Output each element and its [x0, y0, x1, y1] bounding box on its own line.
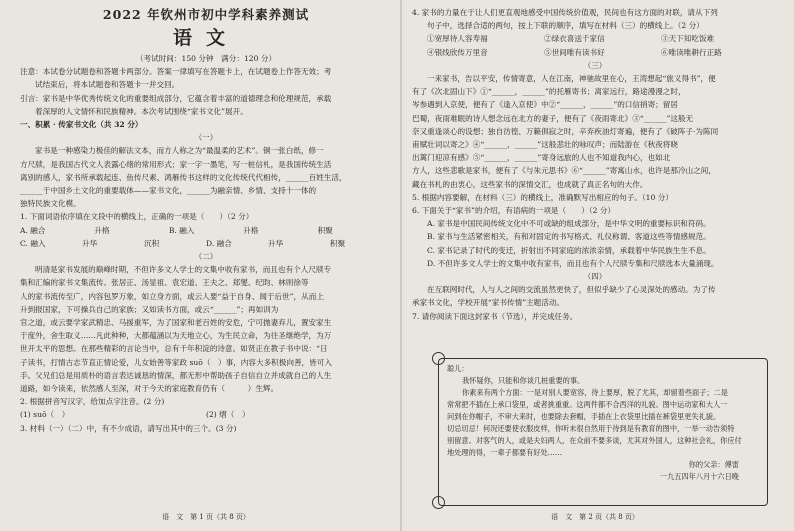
question-2: 2. 根据拼音写汉字，给加点字注音。(2 分) — [20, 397, 165, 407]
passage-line: ______于中国乡土文化的重要载体——家书文化，______为融亲情、乡情、支持十一体的 — [20, 186, 317, 196]
option: ②绿衣喜送千家信 — [544, 34, 605, 44]
question-5: 5. 根据内容要解，在材料（三）的横线上，准确默写出相应的句子。（10 分） — [412, 192, 673, 202]
option: ⑤世间唯有读书好 — [544, 47, 605, 57]
option: ③天下知吃饭难 — [661, 34, 715, 44]
option: 升格 — [94, 225, 110, 235]
option: D. 融合 — [206, 238, 232, 248]
passage-line: 集和汇编的家书文集流传。张居正、汤显祖、袁宏道、王夫之、郑燮、纪昀、林则徐等 — [20, 278, 309, 288]
option: D. 不但许多文人学士的文集中收有家书，而且也有个人尺牍专集和尺牍选本大量涌现。 — [427, 258, 719, 268]
letter-date: 一九五四年八月十六日晚 — [659, 472, 739, 481]
passage-line: 明清是家书发展的巅峰时期，不但许多文人学士的文集中收有家书，而且也有个人尺牍专 — [35, 265, 332, 275]
letter-line: 地处理的得，一辈子都要有好处…… — [447, 448, 563, 457]
passage-line: 道路，如今读来，依然感人至深，对于今天的家庭教育仍有（ ）生辉。 — [20, 384, 279, 394]
option: C. 家书记录了时代的变迁，折射出不同家庭的浓浓亲情，承载着中华民族生生不息。 — [427, 245, 711, 255]
page-footer: 语 文 第 2 页（共 8 页） — [551, 513, 639, 521]
notice-line: 试结束后，将本试题卷和答题卡一并交回。 — [35, 80, 180, 90]
passage-line: 奈又重逢谈心的设想；独自彷徨、万籁俱寂之时，辛弃疾油灯寄遍，便有了《破阵子·为陈同 — [412, 126, 719, 136]
passage-line: 离别的感人，家书所承载起连、鱼传尺素、鸿雁传书这样的文化传统代代相传，______百姓生活， — [20, 172, 347, 182]
passage-line: 藏在书札的由衷心，这些家书的深情交汇，也成就了真正名句的大作。 — [412, 179, 648, 189]
question-6: 6. 下面关于“家书”的介绍，有语病的一项是（ ）（2 分） — [412, 206, 616, 216]
option: 沉积 — [144, 238, 160, 248]
letter-line: 常常把不插在上承口袋里，或者挑重重。这两件都不合西洋的礼貌。图中运动家和大人一 — [447, 400, 728, 409]
notice-line: 注意：本试卷分试题卷和答题卡两部分。答案一律填写在答题卡上，在试题卷上作答无效；考 — [20, 67, 332, 77]
option: 升格 — [243, 225, 259, 235]
letter-line: 问到在你帽子，不审大来时，也要除去套帽，手插在上衣袋里比插在裤袋里更失礼貌。 — [447, 412, 721, 421]
question-4-options — [412, 46, 778, 59]
option: 积聚 — [330, 238, 346, 248]
option: ⑥唯读唯耕行正路 — [661, 47, 722, 57]
page-footer: 语 文 第 1 页（共 8 页） — [162, 513, 250, 521]
question-4: 4. 家书的力量在于让人们更直观地感受中国传统价值观，民间也有这方面的对联，请从下列 — [412, 8, 718, 17]
option: ①宽厚待人容寿福 — [427, 34, 488, 44]
passage-line: 巴蜀，夜雨难眠的诗人想念远在北方的妻子，便有了《夜雨寄北》③“______”这般无 — [412, 113, 694, 123]
option: 升华 — [268, 238, 284, 248]
option: 升华 — [82, 238, 98, 248]
passage-line: 方尺牍，是我国古代文人表露心绪的常用形式；家一字一墨笔，写一桩信札，是我国传统生活 — [20, 159, 332, 169]
passage-line: 独特民族文化模。 — [20, 199, 81, 209]
option: ④银线欣传万里音 — [427, 47, 488, 57]
question-7: 7. 请你阅读下面这封家书（节选），并完成任务。 — [412, 311, 578, 321]
option: A. 家书是中国民间传统文化中不可或缺的组成部分，是中华文明的重要标识和符码。 — [427, 219, 711, 229]
subject-title: 语文 — [172, 27, 239, 49]
passage-line: 世开太平的思想。在那些精彩的言论当中，总有千年积淀的诗意。如贤正在教子书中说：“日 — [20, 344, 328, 354]
question-4: 句子中，选择合适的两句，按上下联的顺序，填写在材料（三）的横线上。（2 分） — [427, 21, 704, 31]
option: C. 融入 — [20, 238, 46, 248]
part-heading: （二） — [194, 252, 218, 262]
passage-line: 承家书文化，学校开展“家书传情”主题活动。 — [412, 298, 565, 308]
part-heading: （四） — [583, 272, 607, 282]
intro-line: 着深厚的人文情怀和民族精神。本次考试围绕“家书文化”展开。 — [35, 106, 248, 116]
option: A. 融合 — [20, 225, 46, 235]
part-heading: （一） — [194, 133, 218, 143]
exam-info: （考试时间：150 分钟 满分：120 分） — [135, 54, 277, 63]
passage-line: 升到报国家，下可操兵自己的家族；又如读书方面，或云“______”；再如训为 — [20, 304, 279, 314]
question-1-options — [20, 237, 392, 250]
page-1 — [20, 6, 392, 524]
intro-line: 引言：家书是中华优秀传统文化的重要组成部分，它蕴含着丰富的道德理念和伦理规范，承载 — [20, 93, 332, 103]
question-1: 1. 下面词语依序填在文段中的横线上，正确的一项是（ ）（2 分） — [20, 212, 254, 222]
option: B. 家书与生活紧密相关，有和对固定的书写格式、礼仪称谓、客道这些等情感规范。 — [427, 232, 711, 242]
question-1-options — [20, 224, 392, 237]
passage-line: 甫赋壮词以寄之》④“______，______”这般悲壮的咏叹声；而陆游在《秋夜将晓 — [412, 140, 678, 150]
passage-line: 人的家书流传至广，内容包罗万象，如立身方面，或云人要“益于自身、闻于后世”，从而上 — [20, 291, 324, 301]
question-2-items — [20, 408, 392, 421]
sub-item: (1) suō（ ） — [20, 410, 70, 420]
letter-line: 你素来有两个方面：一是对别人要宽容，待上要厚，脱了尤其，却留着些面子；二是 — [462, 388, 728, 397]
option: B. 融入 — [168, 225, 195, 235]
letter-line: 我怀疑你，只能和你谈几桩重要的事。 — [462, 376, 585, 385]
question-4-options — [412, 32, 778, 45]
exam-title: 2022 年钦州市初中学科素养测试 — [102, 7, 310, 22]
letter-line: 切忌切忌！何况还要使衣服皮样，你听未很自然用于待到是有教育的图中，一举一动告须特 — [447, 424, 735, 433]
scroll-curl-icon — [432, 496, 445, 509]
passage-line: 方人，这些悲歌是家书，便有了《与朱元思书》⑥“______”寄寓山水，也许是那冷山之间， — [412, 166, 716, 176]
passage-line: 家书是一种感染力极佳的解法文本，而方人称之为“最温柔的艺术”。铜一张白纸，修一 — [35, 146, 324, 156]
passage-line: 在互联网时代，人与人之间的交流虽然更快了，但似乎缺少了心灵深处的感动。为了传 — [427, 285, 716, 295]
passage-line: 子读书，打情古志节直正情论爱，儿女始善等家政 suō（ ）事，内容大多积极向善，皆可入 — [20, 357, 332, 367]
part-heading: （三） — [583, 60, 607, 70]
page-seam — [400, 0, 402, 531]
scroll-curl-icon — [432, 352, 445, 365]
letter-scroll — [438, 358, 768, 506]
passage-line: 于度外，舍生取义……凡此种种，大都蕴涵以为天地立心，为生民立命，为往圣继绝学，为万 — [20, 331, 332, 341]
letter-signature: 你的父亲：傅雷 — [688, 460, 739, 469]
section-heading: 一、积累 · 传家书文化（共 32 分） — [20, 120, 143, 130]
passage-line: 官之道，或云要学家武精忠、马援重军，为了国家和老百姓的安危，宁可抛妻弃儿，置安家生 — [20, 318, 332, 328]
question-3: 3. 材料（一）（二）中，有不少成语，请写出其中的三个。(3 分) — [20, 423, 237, 433]
passage-line: 手。父兄们总是用质朴的语言表达诚恳的情深，都无形中帮助孩子自信自立并成就自己的人生 — [20, 370, 332, 380]
passage-line: 一来家书，告以平安，传情寄意，人在江南，神驰故里在心，王湾想起“旅义得书”，便 — [427, 74, 716, 84]
passage-line: 有了《次北固山下》①“______，______”的托雁寄书；离家远行，路途漫漫之时， — [412, 87, 686, 97]
passage-line: 出篱门迎凉有感》⑤“______，______”寄身远旅的人也不知道我内心，也如北 — [412, 153, 671, 163]
letter-line: 别留意。对客气的人，或是夫妇两人，在众前不要多谈，尤其对外国人，这种社会礼，你应付 — [447, 436, 742, 445]
passage-line: 岑参遇到入京使，便有了《逢入京使》中②“______，______”的口信捎寄；留居 — [412, 100, 678, 110]
sub-item: (2) 熠（ ） — [206, 410, 250, 420]
letter-greeting: 聪儿： — [447, 364, 469, 373]
option: 积聚 — [317, 225, 333, 235]
page-2 — [412, 6, 778, 524]
